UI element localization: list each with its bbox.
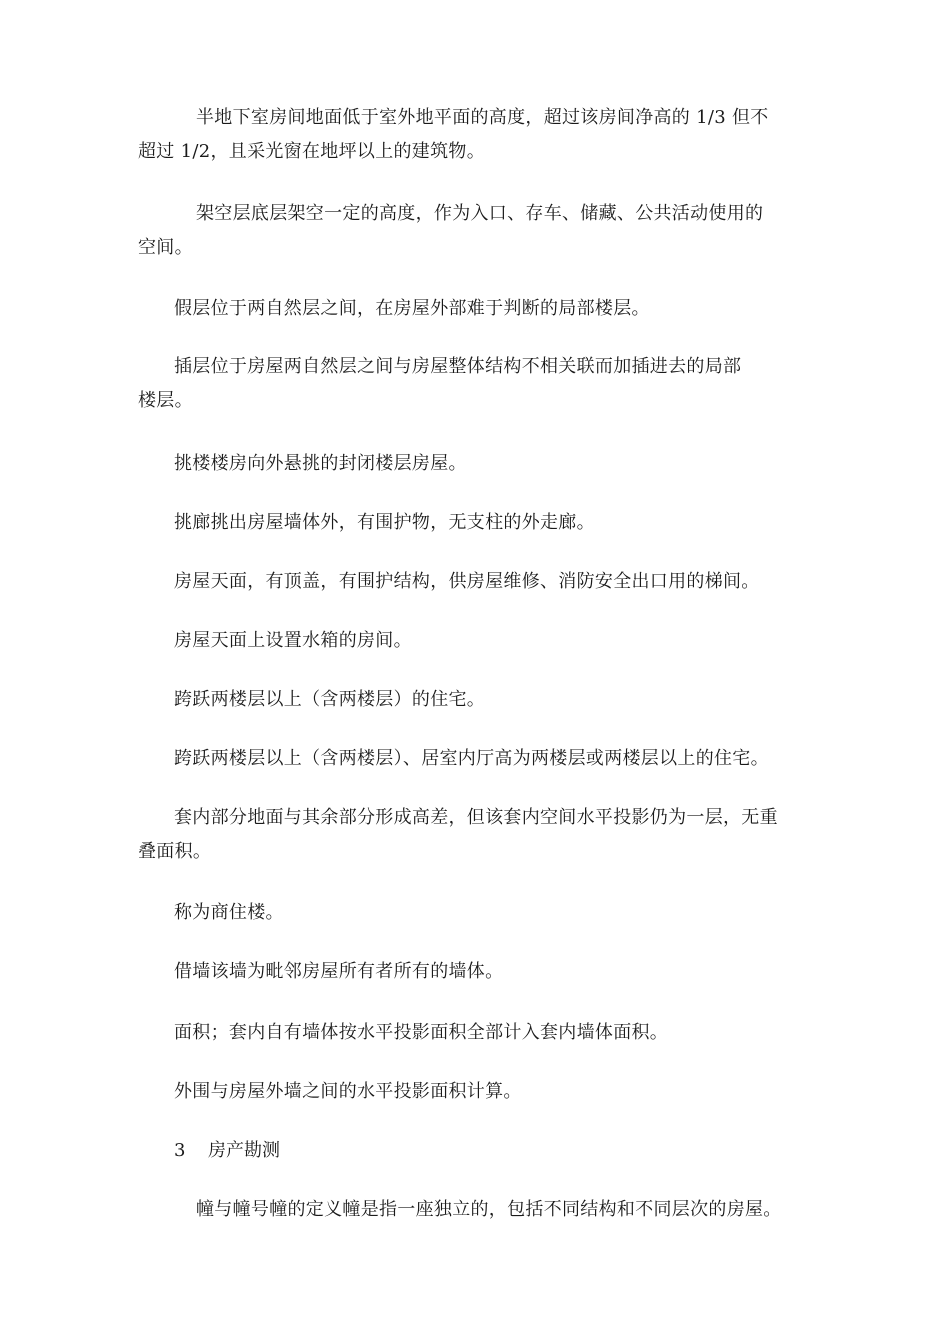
paragraph-line: 挑楼楼房向外悬挑的封闭楼层房屋。 — [174, 453, 467, 474]
paragraph-building-definition — [138, 1193, 818, 1227]
paragraph-line: 套内部分地面与其余部分形成高差，但该套内空间水平投影仍为一层，无重 — [174, 807, 778, 828]
paragraph-false-floor — [138, 292, 818, 326]
paragraph-wall-area — [138, 1016, 818, 1050]
paragraph-water-tank-room — [138, 624, 818, 658]
paragraph-roof-stairwell — [138, 565, 818, 599]
paragraph-line: 幢与幢号幢的定义幢是指一座独立的，包括不同结构和不同层次的房屋。 — [196, 1199, 782, 1220]
paragraph-overhang-corridor — [138, 506, 818, 540]
paragraph-line: 跨跃两楼层以上（含两楼层）、居室内厅高为两楼层或两楼层以上的住宅。 — [174, 748, 769, 769]
paragraph-line: 外围与房屋外墙之间的水平投影面积计算。 — [174, 1081, 522, 1102]
paragraph-semi-basement — [138, 101, 818, 169]
paragraph-duplex-hall — [138, 742, 818, 776]
paragraph-line: 楼层。 — [138, 390, 193, 411]
paragraph-commercial-residential — [138, 896, 818, 930]
paragraph-mezzanine — [138, 350, 818, 418]
paragraph-line: 挑廊挑出房屋墙体外，有围护物，无支柱的外走廊。 — [174, 512, 595, 533]
paragraph-overhang-building — [138, 447, 818, 481]
paragraph-line: 假层位于两自然层之间，在房屋外部难于判断的局部楼层。 — [174, 298, 650, 319]
paragraph-line: 架空层底层架空一定的高度，作为入口、存车、储藏、公共活动使用的 — [196, 203, 764, 224]
section-title: 房产勘测 — [208, 1140, 280, 1161]
paragraph-line: 房屋天面，有顶盖，有围护结构，供房屋维修、消防安全出口用的梯间。 — [174, 571, 760, 592]
paragraph-line: 半地下室房间地面低于室外地平面的高度，超过该房间净高的 1/3 但不 — [196, 107, 769, 128]
paragraph-projected-area — [138, 1075, 818, 1109]
paragraph-line: 空间。 — [138, 237, 193, 258]
paragraph-line: 称为商住楼。 — [174, 902, 284, 923]
paragraph-line: 超过 1/2，且采光窗在地坪以上的建筑物。 — [138, 141, 485, 162]
paragraph-duplex — [138, 683, 818, 717]
paragraph-line: 插层位于房屋两自然层之间与房屋整体结构不相关联而加插进去的局部 — [174, 356, 742, 377]
paragraph-stilt-floor — [138, 197, 818, 265]
paragraph-borrowed-wall — [138, 955, 818, 989]
paragraph-line: 跨跃两楼层以上（含两楼层）的住宅。 — [174, 689, 486, 710]
paragraph-line: 叠面积。 — [138, 841, 212, 862]
paragraph-line: 房屋天面上设置水箱的房间。 — [174, 630, 412, 651]
paragraph-line: 借墙该墙为毗邻房屋所有者所有的墙体。 — [174, 961, 504, 982]
paragraph-line: 面积；套内自有墙体按水平投影面积全部计入套内墙体面积。 — [174, 1022, 669, 1043]
paragraph-split-level — [138, 801, 818, 869]
section-heading — [174, 1134, 280, 1168]
section-number: 3 — [174, 1140, 186, 1161]
